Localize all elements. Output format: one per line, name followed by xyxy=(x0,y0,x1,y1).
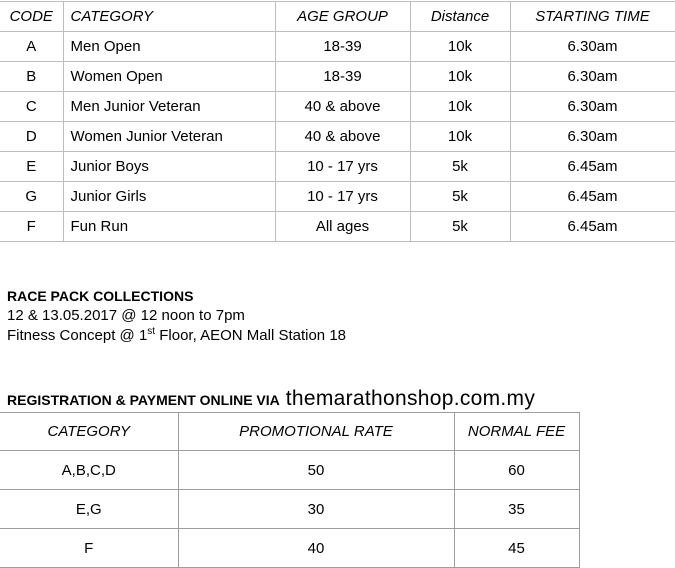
cell-age-group: 10 - 17 yrs xyxy=(275,152,410,182)
cell-starting-time: 6.45am xyxy=(510,182,675,212)
venue-prefix: Fitness Concept @ 1 xyxy=(7,327,148,344)
header-age-group: AGE GROUP xyxy=(275,2,410,32)
table-row xyxy=(0,92,675,122)
cell-category: Junior Boys xyxy=(63,152,275,182)
cell-code: F xyxy=(0,212,63,242)
cell-promotional-rate: 50 xyxy=(178,451,454,490)
header-distance: Distance xyxy=(410,2,510,32)
cell-starting-time: 6.30am xyxy=(510,92,675,122)
cell-distance: 5k xyxy=(410,212,510,242)
cell-category: Women Open xyxy=(63,62,275,92)
cell-age-group: All ages xyxy=(275,212,410,242)
cell-starting-time: 6.30am xyxy=(510,62,675,92)
venue-suffix: Floor, AEON Mall Station 18 xyxy=(155,327,346,344)
table-row xyxy=(0,451,579,490)
table-row xyxy=(0,32,675,62)
cell-category: Fun Run xyxy=(63,212,275,242)
cell-age-group: 18-39 xyxy=(275,62,410,92)
race-pack-venue xyxy=(7,326,346,346)
cell-distance: 10k xyxy=(410,62,510,92)
cell-starting-time: 6.45am xyxy=(510,152,675,182)
cell-category: Women Junior Veteran xyxy=(63,122,275,152)
header-normal-fee: NORMAL FEE xyxy=(454,413,579,451)
cell-fee-category: E,G xyxy=(0,490,178,529)
cell-code: A xyxy=(0,32,63,62)
table-row xyxy=(0,182,675,212)
cell-normal-fee: 45 xyxy=(454,529,579,568)
table-row xyxy=(0,212,675,242)
cell-promotional-rate: 40 xyxy=(178,529,454,568)
registration-website: themarathonshop.com.my xyxy=(285,387,536,410)
cell-age-group: 18-39 xyxy=(275,32,410,62)
race-pack-dates: 12 & 13.05.2017 @ 12 noon to 7pm xyxy=(7,307,245,324)
cell-code: D xyxy=(0,122,63,152)
cell-normal-fee: 35 xyxy=(454,490,579,529)
race-pack-section xyxy=(7,286,346,346)
cell-code: B xyxy=(0,62,63,92)
categories-header-row xyxy=(0,2,675,32)
cell-code: G xyxy=(0,182,63,212)
cell-starting-time: 6.30am xyxy=(510,32,675,62)
cell-distance: 10k xyxy=(410,32,510,62)
table-row xyxy=(0,152,675,182)
cell-category: Junior Girls xyxy=(63,182,275,212)
cell-distance: 5k xyxy=(410,182,510,212)
cell-age-group: 40 & above xyxy=(275,122,410,152)
cell-fee-category: A,B,C,D xyxy=(0,451,178,490)
table-row xyxy=(0,529,579,568)
cell-starting-time: 6.45am xyxy=(510,212,675,242)
cell-distance: 10k xyxy=(410,122,510,152)
cell-code: C xyxy=(0,92,63,122)
cell-age-group: 40 & above xyxy=(275,92,410,122)
registration-heading xyxy=(7,387,535,411)
fees-header-row xyxy=(0,413,579,451)
table-row xyxy=(0,490,579,529)
cell-code: E xyxy=(0,152,63,182)
cell-starting-time: 6.30am xyxy=(510,122,675,152)
table-row xyxy=(0,62,675,92)
cell-fee-category: F xyxy=(0,529,178,568)
cell-distance: 5k xyxy=(410,152,510,182)
venue-superscript: st xyxy=(147,326,156,337)
header-promotional-rate: PROMOTIONAL RATE xyxy=(178,413,454,451)
table-row xyxy=(0,122,675,152)
cell-age-group: 10 - 17 yrs xyxy=(275,182,410,212)
cell-category: Men Open xyxy=(63,32,275,62)
fees-table xyxy=(0,412,580,568)
cell-promotional-rate: 30 xyxy=(178,490,454,529)
cell-category: Men Junior Veteran xyxy=(63,92,275,122)
header-fee-category: CATEGORY xyxy=(0,413,178,451)
header-code: CODE xyxy=(0,2,63,32)
header-starting-time: STARTING TIME xyxy=(510,2,675,32)
registration-label: REGISTRATION & PAYMENT ONLINE VIA xyxy=(7,392,280,408)
cell-distance: 10k xyxy=(410,92,510,122)
cell-normal-fee: 60 xyxy=(454,451,579,490)
header-category: CATEGORY xyxy=(63,2,275,32)
categories-table xyxy=(0,1,675,242)
race-pack-heading: RACE PACK COLLECTIONS xyxy=(7,288,194,304)
